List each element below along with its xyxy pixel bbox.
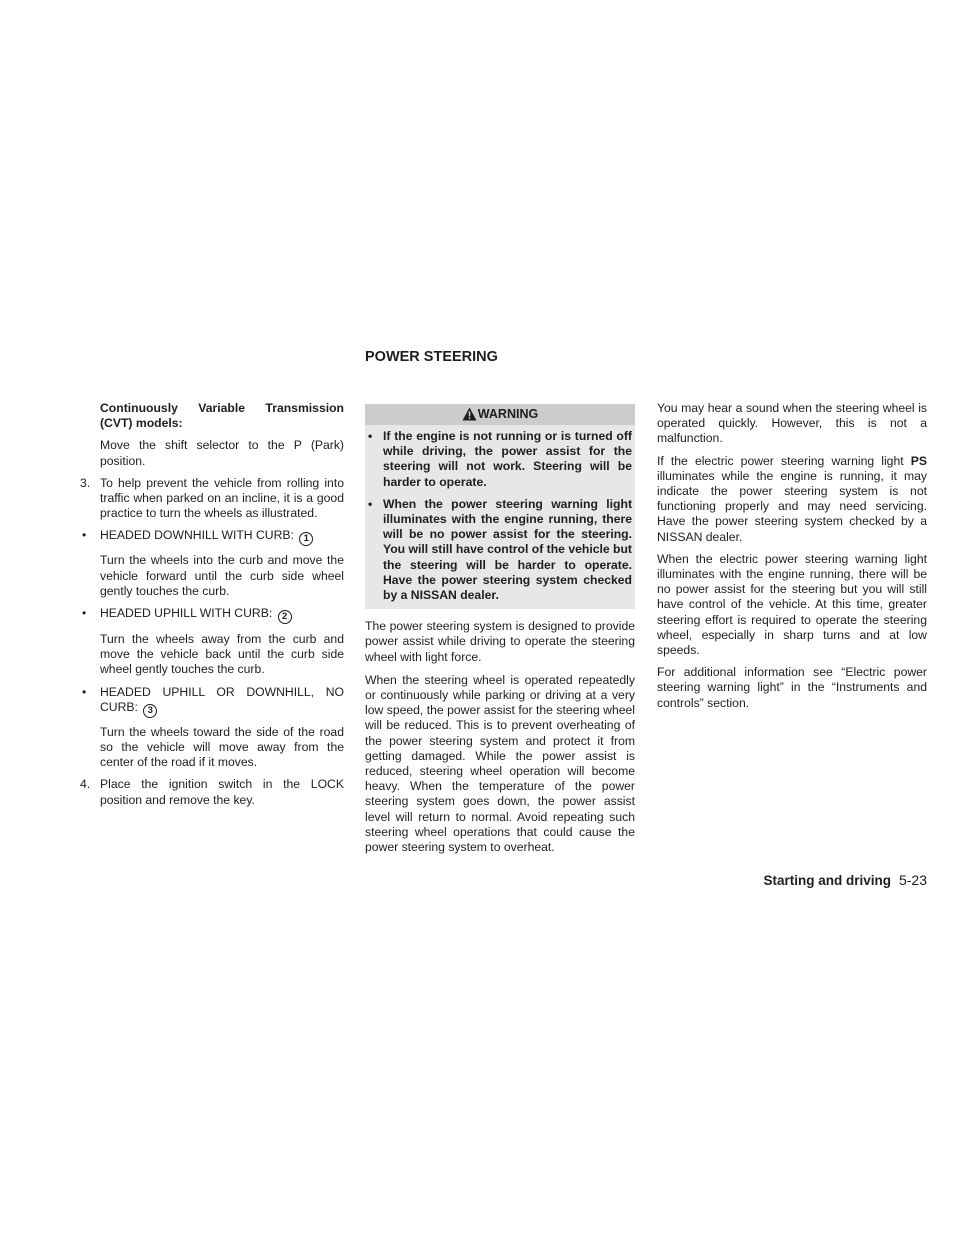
step-text: To help prevent the vehicle from rolling into traffic when parked on an incline, it is a good practice to turn the wheels as illustrated. — [100, 475, 344, 521]
ps-symbol: PS — [910, 453, 927, 468]
section-title: POWER STEERING — [365, 349, 498, 365]
paragraph: You may hear a sound when the steering wheel is operated quickly. However, this is not a malfunction. — [657, 401, 927, 446]
paragraph-text: If the electric power steering warning light — [657, 453, 904, 468]
paragraph-text: illuminates while the engine is running, it may indicate the power steering system is not functioning properly and may need servicing. Have the power steering system checked by a NISSAN dealer. — [657, 468, 927, 544]
bullet-icon: • — [368, 429, 373, 443]
paragraph: When the electric power steering warning light illuminates with the engine running, there will be no power assist for the steering but you will still have control of the vehicle. At this time, greater steering effort is required to operate the steering wheel, especially in sharp turns and at low speeds. — [657, 551, 927, 658]
paragraph: The power steering system is designed to provide power assist while driving to operate the steering wheel with light force. — [365, 619, 635, 664]
uphill-label: HEADED UPHILL WITH CURB: — [100, 606, 273, 621]
step-number: 3. — [80, 475, 91, 490]
warning-title: WARNING — [477, 407, 539, 421]
paragraph — [657, 454, 927, 545]
middle-column — [365, 348, 635, 855]
step-3 — [80, 476, 344, 522]
bullet-uphill — [80, 606, 344, 624]
bullet-icon: • — [82, 606, 87, 621]
warning-header — [365, 404, 635, 425]
step-text: Place the ignition switch in the LOCK position and remove the key. — [100, 777, 344, 807]
bullet-icon: • — [82, 528, 87, 543]
cvt-text: Move the shift selector to the P (Park) position. — [100, 438, 344, 468]
warning-item-text: If the engine is not running or is turned off while driving, the power assist for the steering will not work. Steering will be harder to operate. — [383, 429, 632, 489]
bullet-downhill — [80, 528, 344, 546]
bullet-icon: • — [82, 684, 87, 699]
right-column — [657, 401, 927, 711]
nocurb-text: Turn the wheels toward the side of the road so the vehicle will move away from the center of the road if it moves. — [100, 724, 344, 770]
chapter-title: Starting and driving — [763, 873, 891, 888]
paragraph: For additional information see “Electric power steering warning light” in the “Instruments and controls” section. — [657, 665, 927, 710]
cvt-heading: Continuously Variable Transmission (CVT) models: — [100, 401, 344, 431]
circled-number-icon: 2 — [278, 610, 292, 624]
left-column — [80, 401, 344, 808]
warning-item — [365, 429, 632, 490]
page-number: 5-23 — [898, 872, 927, 888]
warning-item-text: When the power steering warning light illuminates with the engine running, there will be no power assist for the steering. You will still have control of the vehicle but the steering will be harder to operate. Have the power steering system checked by a NISSAN dealer. — [383, 496, 632, 603]
circled-number-icon: 3 — [143, 704, 157, 718]
downhill-text: Turn the wheels into the curb and move the vehicle forward until the curb side wheel gently touches the curb. — [100, 553, 344, 598]
step-4 — [80, 777, 344, 807]
bullet-nocurb — [80, 685, 344, 718]
step-number: 4. — [80, 777, 91, 792]
downhill-label: HEADED DOWNHILL WITH CURB: — [100, 528, 294, 543]
page-footer — [700, 872, 927, 889]
warning-item — [365, 497, 632, 603]
circled-number-icon: 1 — [299, 532, 313, 546]
warning-triangle-icon — [462, 407, 477, 421]
uphill-text: Turn the wheels away from the curb and move the vehicle back until the curb side wheel gently touches the curb. — [100, 632, 344, 677]
nocurb-label: HEADED UPHILL OR DOWNHILL, NO CURB: — [100, 684, 344, 714]
warning-box — [365, 404, 635, 609]
bullet-icon: • — [368, 496, 373, 511]
paragraph: When the steering wheel is operated repeatedly or continuously while parking or driving at a very low speed, the power assist for the steering wheel will be reduced. This is to prevent overheating of the power steering system and protect it from getting damaged. While the power assist is reduced, steering wheel operation will become heavy. When the temperature of the power steering system goes down, the power assist level will return to normal. Avoid repeating such steering wheel operations that could cause the power steering system to overheat. — [365, 672, 635, 855]
